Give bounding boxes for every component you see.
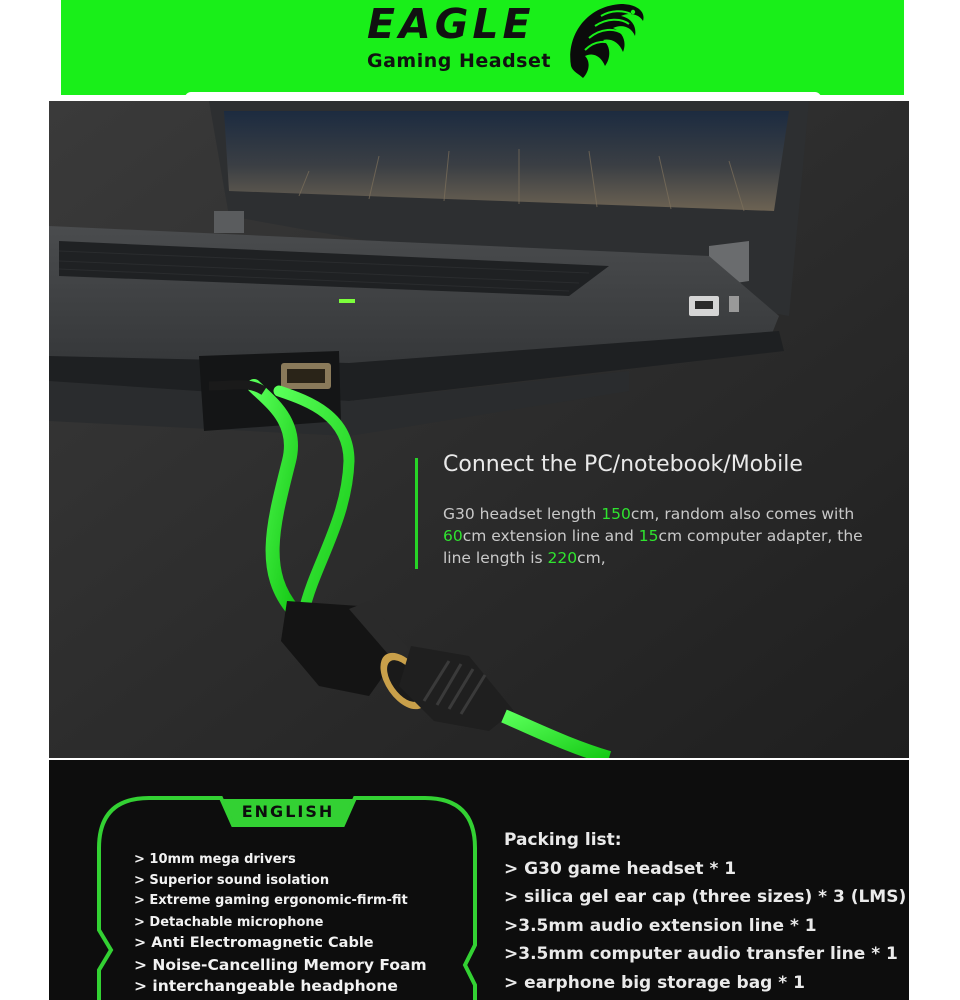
brand-banner xyxy=(61,0,904,95)
feature-item: > Anti Electromagnetic Cable xyxy=(134,935,374,951)
connect-title: Connect the PC/notebook/Mobile xyxy=(443,452,803,477)
banner-divider xyxy=(185,92,821,101)
feature-item: > interchangeable headphone xyxy=(134,977,398,995)
packing-list-item: >3.5mm computer audio transfer line * 1 xyxy=(504,944,898,964)
highlight-number: 220 xyxy=(547,549,578,567)
specs-section xyxy=(49,760,909,1000)
english-label: ENGLISH xyxy=(241,802,335,821)
highlight-number: 150 xyxy=(601,505,631,523)
highlight-number: 60 xyxy=(443,527,463,545)
body-text: cm, xyxy=(577,549,606,567)
body-text: cm, random also comes with xyxy=(630,505,855,523)
feature-item: > Detachable microphone xyxy=(134,914,324,930)
packing-list-item: > silica gel ear cap (three sizes) * 3 (LMS) xyxy=(504,887,907,907)
packing-list-item: >3.5mm audio extension line * 1 xyxy=(504,915,817,936)
highlight-number: 15 xyxy=(638,527,659,545)
brand-title: EAGLE xyxy=(367,0,535,48)
body-text: cm extension line and xyxy=(462,527,639,545)
packing-list-title: Packing list: xyxy=(504,830,622,850)
packing-list-item: > G30 game headset * 1 xyxy=(504,858,737,879)
body-text: cm computer adapter, the line length is xyxy=(443,527,863,567)
feature-list xyxy=(134,850,427,998)
eagle-logo-icon xyxy=(561,0,651,86)
laptop-illustration xyxy=(49,101,909,758)
body-text: G30 headset length xyxy=(443,505,602,523)
feature-item: > Noise-Cancelling Memory Foam xyxy=(134,955,427,974)
packing-list-item: > earphone big storage bag * 1 xyxy=(504,972,805,993)
feature-item: > 10mm mega drivers xyxy=(134,852,296,867)
feature-item: > Superior sound isolation xyxy=(134,872,330,888)
connect-description xyxy=(443,503,893,569)
laptop-photo-section xyxy=(49,101,909,758)
title-accent-bar xyxy=(415,458,418,569)
brand-subtitle: Gaming Headset xyxy=(367,50,551,72)
packing-list xyxy=(504,826,906,997)
feature-item: > Extreme gaming ergonomic-firm-fit xyxy=(134,893,408,908)
